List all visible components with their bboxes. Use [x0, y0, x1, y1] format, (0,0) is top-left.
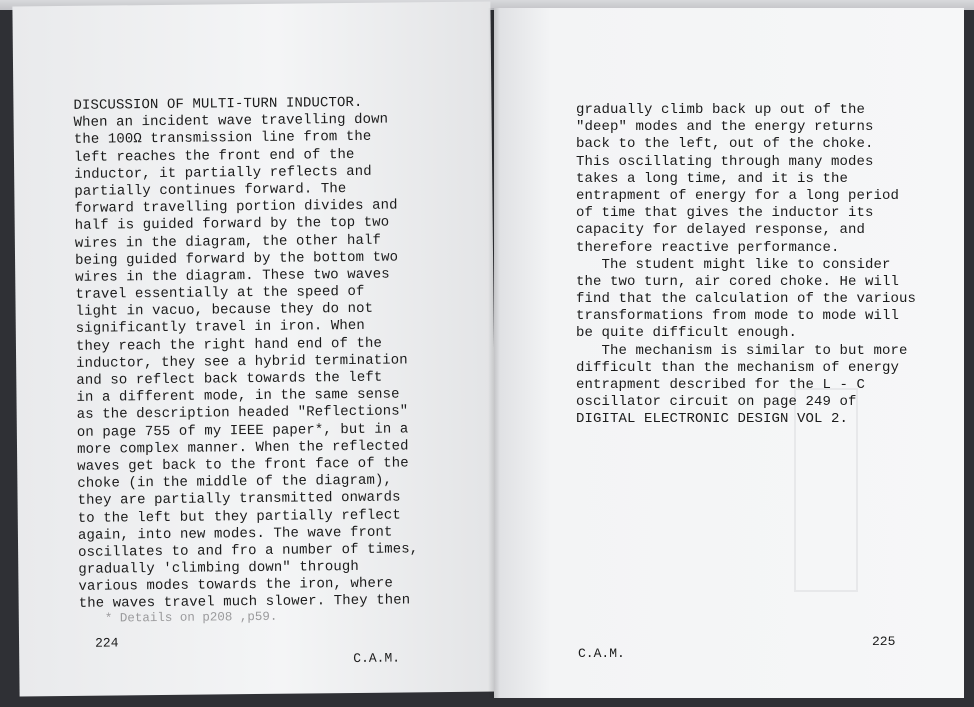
text-line: the two turn, air cored choke. He will [576, 273, 900, 290]
text-line: DIGITAL ELECTRONIC DESIGN VOL 2. [576, 411, 849, 428]
signature-left: C.A.M. [353, 650, 401, 666]
text-line: gradually climb back up out of the [576, 102, 866, 118]
text-line: oscillates to and fro a number of times, [78, 541, 419, 561]
text-line: in a different mode, in the same sense [76, 386, 400, 407]
text-line: choke (in the middle of the diagram), [77, 472, 393, 492]
text-line: The mechanism is similar to but more [576, 342, 908, 359]
text-line: the waves travel much slower. They then [78, 592, 411, 613]
text-line: find that the calculation of the various [576, 291, 917, 308]
text-line: of time that gives the inductor its [576, 205, 874, 222]
text-line: light in vacuo, because they do not [75, 301, 374, 321]
text-line: The student might like to consider [576, 256, 891, 273]
text-line: waves get back to the front face of the [77, 455, 409, 475]
text-line: and so reflect back towards the left [76, 369, 383, 389]
text-line: as the description headed "Reflections" [76, 403, 409, 424]
text-line: partially continues forward. The [74, 180, 347, 200]
footnote: * Details on p208 ,p59. [104, 609, 278, 626]
book-gutter [488, 8, 500, 698]
signature-right: C.A.M. [578, 646, 625, 661]
text-line: they reach the right hand end of the [75, 335, 383, 355]
text-line: again, into new modes. The wave front [77, 524, 393, 544]
text-line: be quite difficult enough. [576, 325, 798, 342]
text-line: gradually 'climbing down" through [78, 558, 359, 578]
text-line: capacity for delayed response, and [576, 222, 866, 239]
text-line: entrapment described for the L - C [576, 377, 866, 393]
text-line: more complex manner. When the reflected [76, 438, 409, 458]
text-line: various modes towards the iron, where [78, 575, 394, 596]
text-line: inductor, it partially reflects and [74, 163, 372, 183]
text-line: back to the left, out of the choke. [576, 136, 874, 153]
right-page-body [576, 102, 916, 429]
text-line: entrapment of energy for a long period [576, 187, 900, 204]
text-line: When an incident wave travelling down [73, 111, 389, 132]
text-line: they are partially transmitted onwards [77, 489, 401, 510]
text-line: wires in the diagram, the other half [74, 232, 382, 252]
text-line: This oscillating through many modes [576, 153, 874, 170]
right-page [494, 8, 964, 698]
text-line: oscillator circuit on page 249 of [576, 394, 857, 411]
text-line: difficult than the mechanism of energy [576, 359, 900, 376]
text-line: travel essentially at the speed of [75, 283, 365, 303]
text-line: to the left but they partially reflect [77, 506, 401, 527]
page-number-left: 224 [94, 635, 119, 651]
text-line: DISCUSSION OF MULTI-TURN INDUCTOR. [73, 94, 363, 114]
text-line: the 100Ω transmission line from the [73, 129, 372, 149]
text-line: left reaches the front end of the [73, 146, 355, 166]
text-line: wires in the diagram. These two waves [75, 266, 390, 286]
text-line: inductor, they see a hybrid termination [76, 352, 408, 372]
text-line: therefore reactive performance. [576, 239, 840, 256]
text-line: on page 755 of my IEEE paper*, but in a [76, 420, 409, 441]
text-line: takes a long time, and it is the [576, 170, 849, 187]
text-line: significantly travel in iron. When [75, 318, 365, 338]
text-line: transformations from mode to mode will [576, 308, 900, 325]
page-number-right: 225 [872, 634, 896, 649]
left-page-body [73, 94, 418, 613]
left-page [12, 2, 497, 697]
text-line: "deep" modes and the energy returns [576, 119, 874, 136]
text-line: forward travelling portion divides and [74, 197, 398, 218]
text-line: being guided forward by the bottom two [74, 249, 399, 269]
text-line: half is guided forward by the top two [74, 214, 390, 235]
